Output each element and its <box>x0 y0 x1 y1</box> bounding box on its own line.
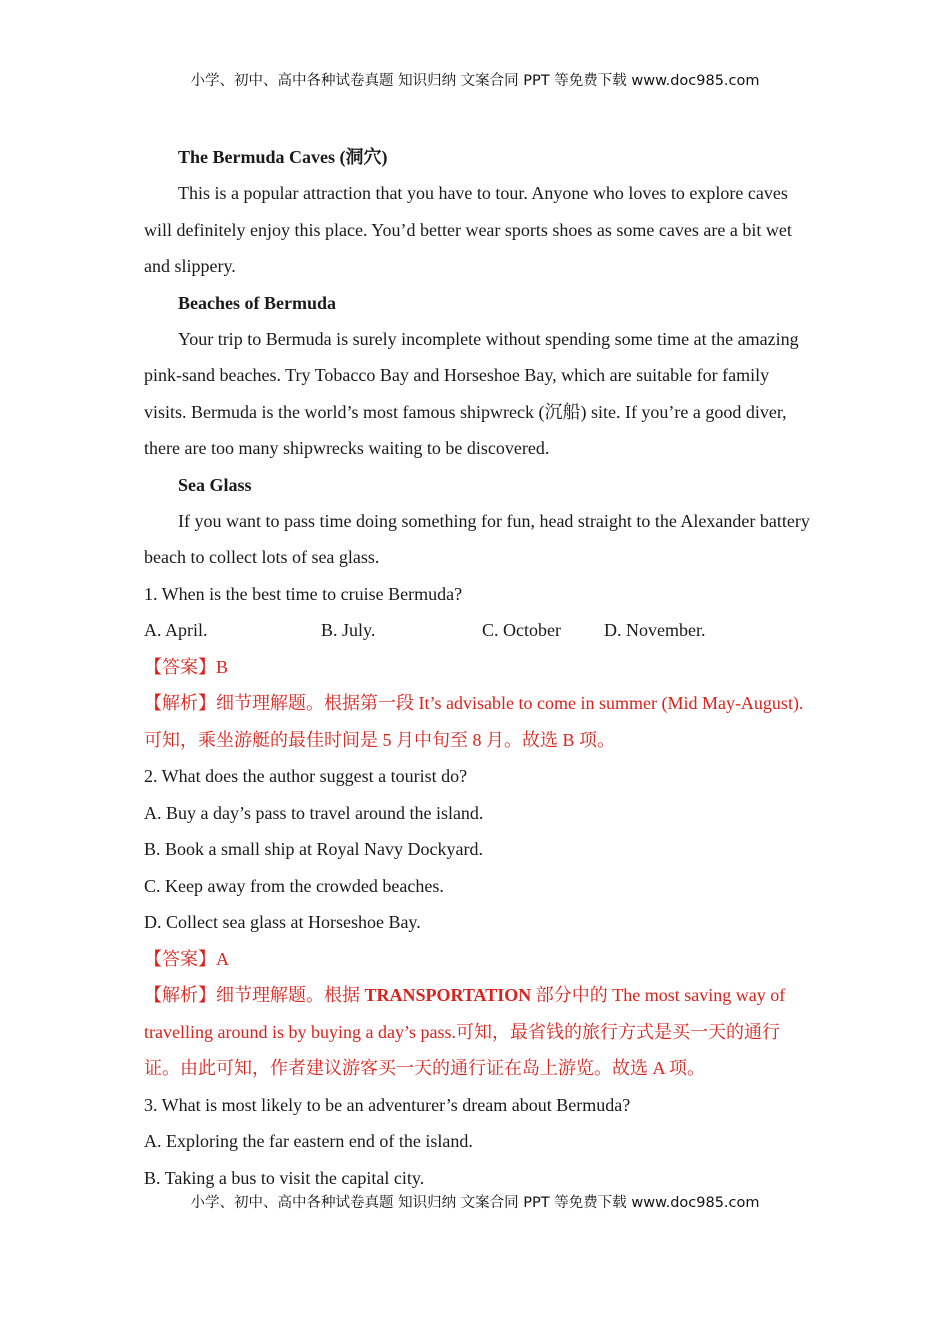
section-body-sea-glass: If you want to pass time doing something for fun, head straight to the Alexander battery beach to collect lots of sea glass. <box>144 510 810 567</box>
analysis-2 <box>144 977 810 1087</box>
question-3: 3. What is most likely to be an adventurer’s dream about Bermuda? <box>144 1094 631 1115</box>
section-title-sea-glass: Sea Glass <box>178 474 252 495</box>
analysis-2-bold: TRANSPORTATION <box>364 985 532 1005</box>
option-b: B. Taking a bus to visit the capital city. <box>144 1167 425 1188</box>
option-a: A. Buy a day’s pass to travel around the island. <box>144 802 484 823</box>
option-d: D. November. <box>604 620 706 640</box>
question-2: 2. What does the author suggest a tourist do? <box>144 766 468 786</box>
option-c: C. Keep away from the crowded beaches. <box>144 875 444 896</box>
analysis-1-rest: It’s advisable to come in summer (Mid May-August).可知，乘坐游艇的最佳时间是 5 月中旬至 8 月。故选 B 项。 <box>144 693 804 750</box>
section-body-beaches: Your trip to Bermuda is surely incomplete without spending some time at the amazing pink-sand beaches. Try Tobacco Bay and Horseshoe Bay, which are suitable for family visits. Bermuda is the world’s most famous shipwreck (沉船) site. If you’re a good diver, there are too many shipwrecks waiting to be discovered. <box>144 328 799 458</box>
document-body <box>144 139 810 1196</box>
option-a: A. April. <box>144 620 208 640</box>
option-a: A. Exploring the far eastern end of the island. <box>144 1131 473 1151</box>
page-header: 小学、初中、高中各种试卷真题 知识归纳 文案合同 PPT 等免费下载 www.doc985.com <box>190 73 760 89</box>
question-1-options <box>144 612 810 649</box>
page-footer: 小学、初中、高中各种试卷真题 知识归纳 文案合同 PPT 等免费下载 www.doc985.com <box>190 1195 760 1211</box>
analysis-2-prefix: 【解析】细节理解题。根据 <box>144 985 365 1005</box>
section-title-caves: The Bermuda Caves (洞穴) <box>178 147 388 167</box>
answer-1: 【答案】B <box>144 656 229 677</box>
section-body-caves: This is a popular attraction that you have to tour. Anyone who loves to explore caves will definitely enjoy this place. You’d better wear sports shoes as some caves are a bit wet and slippery. <box>144 183 792 276</box>
option-b: B. July. <box>321 620 376 640</box>
analysis-1 <box>144 685 810 758</box>
section-title-beaches: Beaches of Bermuda <box>178 292 336 313</box>
option-d: D. Collect sea glass at Horseshoe Bay. <box>144 912 421 932</box>
analysis-1-prefix: 【解析】细节理解题。根据第一段 <box>144 693 419 713</box>
option-c: C. October <box>482 620 561 640</box>
analysis-2-rest: 部分中的 The most saving way of travelling around is by buying a day’s pass.可知，最省钱的旅行方式是买一天的通行证。由此可知，作者建议游客买一天的通行证在岛上游览。故选 A 项。 <box>144 985 786 1078</box>
question-1: 1. When is the best time to cruise Bermuda? <box>144 583 463 604</box>
option-b: B. Book a small ship at Royal Navy Dockyard. <box>144 839 483 859</box>
answer-2: 【答案】A <box>144 948 229 969</box>
